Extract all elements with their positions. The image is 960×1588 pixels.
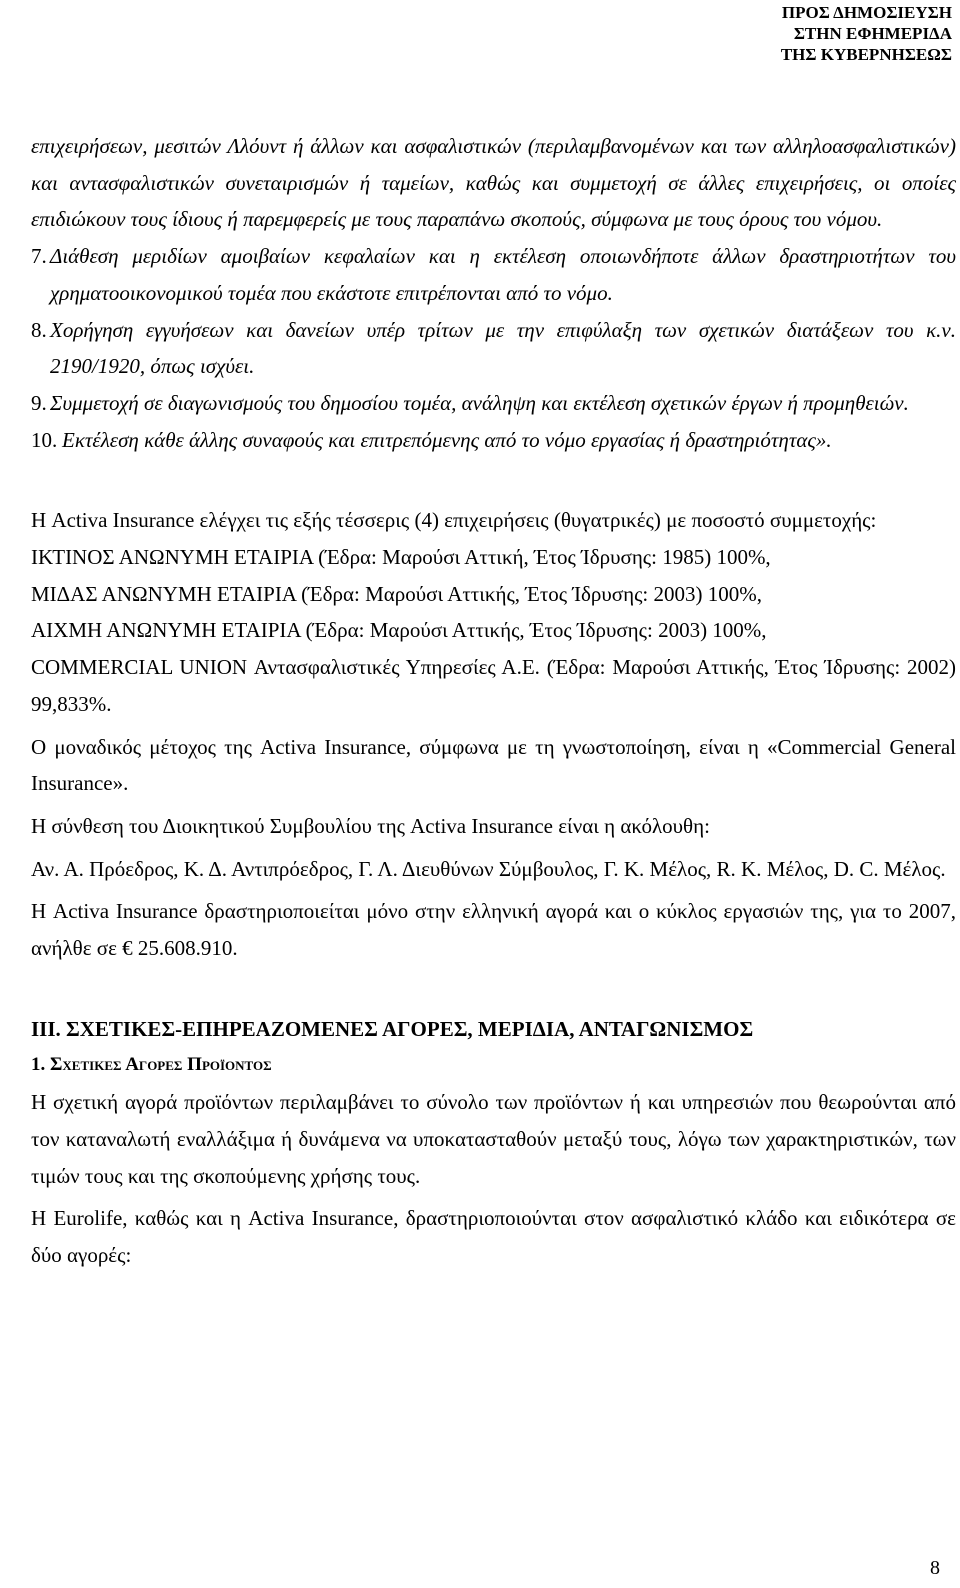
- subsection-heading: 1. Σχετικες Αγορες Προϊοντος: [31, 1054, 272, 1076]
- list-text: Διάθεση μεριδίων αμοιβαίων κεφαλαίων και η εκτέλεση οποιωνδήποτε άλλων δραστηριοτήτων του χρηματοοικονομικού τομέα που εκάστοτε επιτρέπονται από το νόμο.: [50, 244, 956, 305]
- list-item-8: [31, 312, 956, 385]
- subsidiary-line: ΙΚΤΙΝΟΣ ΑΝΩΝΥΜΗ ΕΤΑΙΡΙΑ (Έδρα: Μαρούσι Αττική, Έτος Ίδρυσης: 1985) 100%,: [31, 545, 771, 570]
- turnover-paragraph: Η Activa Insurance δραστηριοποιείται μόνο στην ελληνική αγορά και ο κύκλος εργασιών της, για το 2007, ανήλθε σε € 25.608.910.: [31, 899, 956, 961]
- markets-intro-paragraph: Η Eurolife, καθώς και η Activa Insurance, δραστηριοποιούνται στον ασφαλιστικό κλάδο και ειδικότερα σε δύο αγορές:: [31, 1206, 956, 1267]
- relevant-market-definition-paragraph: Η σχετική αγορά προϊόντων περιλαμβάνει το σύνολο των προϊόντων ή και υπηρεσιών που θεωρούνται από τον καταναλωτή εναλλάξιμα ή δυνάμενα να υποκατασταθούν μεταξύ τους, λόγω των χαρακτηριστικών, των τιμών τους και της σκοπούμενης χρήσης τους.: [31, 1090, 956, 1188]
- board-members-paragraph: Αν. Α. Πρόεδρος, Κ. Δ. Αντιπρόεδρος, Γ. Λ. Διευθύνων Σύμβουλος, Γ. Κ. Μέλος, R. K. Μέλος, D. C. Μέλος.: [31, 856, 946, 881]
- document-body: [31, 128, 956, 1274]
- list-number: 8.: [31, 317, 47, 342]
- list-item-9: [31, 385, 956, 422]
- subsidiary-line: COMMERCIAL UNION Αντασφαλιστικές Υπηρεσίες Α.Ε. (Έδρα: Μαρούσι Αττικής, Έτος Ίδρυσης: 2002) 99,833%.: [31, 655, 956, 716]
- stamp-line-2: ΣΤΗΝ ΕΦΗΜΕΡΙΔΑ: [793, 24, 952, 43]
- list-item-7: [31, 238, 956, 311]
- list-text: Χορήγηση εγγυήσεων και δανείων υπέρ τρίτων με την επιφύλαξη των σχετικών διατάξεων του κ.ν. 2190/1920, όπως ισχύει.: [50, 317, 956, 379]
- subsidiaries-intro-paragraph: Η Activa Insurance ελέγχει τις εξής τέσσερις (4) επιχειρήσεις (θυγατρικές) με ποσοστό συμμετοχής:: [31, 508, 877, 533]
- list-item-10: [31, 422, 956, 459]
- subsidiary-line: ΑΙΧΜΗ ΑΝΩΝΥΜΗ ΕΤΑΙΡΙΑ (Έδρα: Μαρούσι Αττικής, Έτος Ίδρυσης: 2003) 100%,: [31, 618, 767, 643]
- list-number: 7.: [31, 244, 47, 269]
- stamp-line-3: ΤΗΣ ΚΥΒΕΡΝΗΣΕΩΣ: [780, 45, 952, 64]
- list-text: Εκτέλεση κάθε άλλης συναφούς και επιτρεπόμενης από το νόμο εργασίας ή δραστηριότητας».: [62, 427, 832, 452]
- publication-stamp: [781, 2, 952, 65]
- list-text: Συμμετοχή σε διαγωνισμούς του δημοσίου τομέα, ανάληψη και εκτέλεση σχετικών έργων ή προμηθειών.: [50, 390, 909, 415]
- stamp-line-1: ΠΡΟΣ ΔΗΜΟΣΙΕΥΣΗ: [781, 3, 952, 22]
- intro-continuation-paragraph: επιχειρήσεων, μεσιτών Λλόυντ ή άλλων και ασφαλιστικών (περιλαμβανομένων και των αλληλοασφαλιστικών) και αντασφαλιστικών συνεταιρισμών ή ταμείων, καθώς και συμμετοχή σε άλλες επιχειρήσεις, οι οποίες επιδιώκουν τους ίδιους ή παρεμφερείς με τους παραπάνω σκοπούς, σύμφωνα με τους όρους του νόμου.: [31, 134, 956, 232]
- section-heading: ΙΙΙ. ΣΧΕΤΙΚΕΣ-ΕΠΗΡΕΑΖΟΜΕΝΕΣ ΑΓΟΡΕΣ, ΜΕΡΙΔΙΑ, ΑΝΤΑΓΩΝΙΣΜΟΣ: [31, 1016, 754, 1041]
- list-number: 10.: [31, 427, 58, 452]
- board-intro-paragraph: Η σύνθεση του Διοικητικού Συμβουλίου της Activa Insurance είναι η ακόλουθη:: [31, 813, 710, 838]
- page-number: 8: [930, 1557, 940, 1579]
- subsidiary-line: ΜΙΔΑΣ ΑΝΩΝΥΜΗ ΕΤΑΙΡΙΑ (Έδρα: Μαρούσι Αττικής, Έτος Ίδρυσης: 2003) 100%,: [31, 581, 762, 606]
- list-number: 9.: [31, 390, 47, 415]
- sole-shareholder-paragraph: Ο μοναδικός μέτοχος της Activa Insurance, σύμφωνα με τη γνωστοποίηση, είναι η «Commercial General Insurance».: [31, 734, 956, 796]
